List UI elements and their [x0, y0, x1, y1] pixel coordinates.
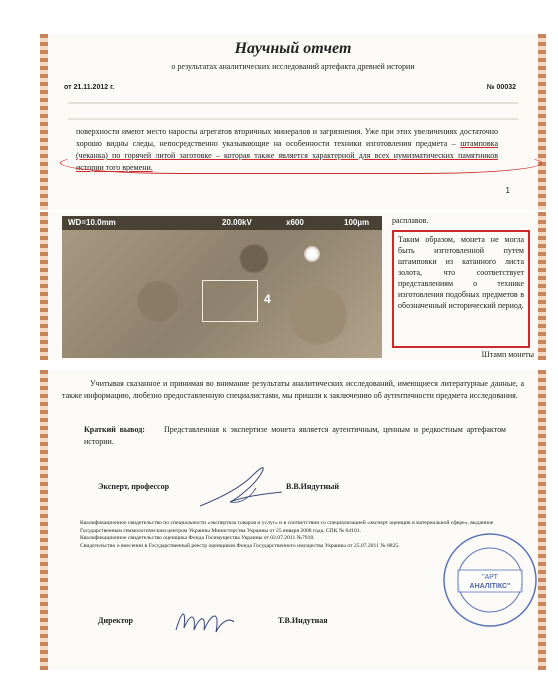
conclusion-fragment [40, 370, 546, 670]
side-text-highlighted: Таким образом, монета не могла быть изготовленной путем штамповки из катанного листа золота, что соответствует представлениям о технике изготовления подобных предметов в обозначенный исторический период. [392, 230, 530, 348]
decorative-border-left [40, 212, 48, 360]
faded-line [68, 102, 518, 104]
short-conclusion-text: Представленная к экспертизе монета является аутентичным, ценным и редкостным артефактом истории. [84, 425, 506, 446]
expert-signature [190, 458, 290, 514]
body-text-plain: поверхности имеют место наросты агрегатов вторичных минералов и загрязнения. Уже при этих увеличениях достаточно хорошо видны следы, непосредственно указывающие на особенности техники изготовления предмета – [76, 127, 498, 148]
micrograph-voltage: 20.00kV [222, 218, 252, 227]
sem-micrograph [62, 216, 382, 358]
director-signature [170, 602, 240, 636]
credential-line: Свидетельство о внесении в Государственный реестр оценщиков Фонда Государственного имущества Украины от 25.07.2011 № 8825. [80, 542, 400, 549]
body-text-highlight: штамповка (чеканка) по горячей литой заготовке – которая также является характерной для всех нумизматических памятников истории того времени. [76, 139, 498, 172]
micrograph-working-distance: WD=10.0mm [68, 218, 116, 227]
svg-text:"АРТ: "АРТ [482, 574, 498, 581]
report-subtitle: о результатах аналитических исследований артефакта древней истории [171, 62, 415, 71]
conclusion-paragraph: Учитывая сказанное и принимая во внимание результаты аналитических исследований, имеющиеся литературные данные, а также информацию, любезно предоставленную специалистами, мы пришли к заключению об аутентичности предмета исследования. [62, 379, 524, 400]
report-title: Научный отчет [234, 40, 352, 57]
micrograph-scale: 100µm [344, 218, 370, 227]
director-name: Т.В.Индутная [278, 616, 328, 625]
short-conclusion [84, 424, 506, 448]
company-stamp [440, 530, 540, 630]
faded-line [68, 118, 518, 120]
micrograph-selection-box [202, 280, 258, 322]
side-text-top: расплавов. [392, 216, 429, 225]
short-conclusion-label: Краткий вывод: [84, 425, 145, 434]
red-highlight-oval [60, 152, 542, 174]
decorative-border-right [538, 34, 546, 210]
decorative-border-left [40, 34, 48, 210]
report-number: № 00032 [486, 84, 516, 91]
micrograph-feature [304, 246, 320, 262]
micrograph-info-bar [62, 216, 382, 230]
decorative-border-right [538, 212, 546, 360]
report-header-fragment [40, 34, 546, 210]
micrograph-magnification: x600 [286, 218, 304, 227]
director-label: Директор [98, 616, 133, 625]
expert-label: Эксперт, профессор [98, 482, 170, 491]
expert-name: В.В.Индутный [286, 482, 339, 491]
report-date: от 21.11.2012 г. [64, 84, 115, 91]
micrograph-fragment [40, 212, 546, 360]
side-text-bottom: Штамп монеты [481, 350, 534, 359]
page-number: 1 [505, 186, 510, 195]
svg-text:АНАЛІТІКС": АНАЛІТІКС" [469, 583, 511, 590]
decorative-border-left [40, 370, 48, 670]
credential-line: Квалификационное свидетельство по специальности «экспертиза товаров и услуг» и в соответствии со специализацией «эксперт оценщик в материальной сфере», выданное Государственным геммологическим центром Украины Министерства Украины от 25 января 2008 года, СПК № 04101. [80, 520, 494, 534]
micrograph-marker: 4 [264, 292, 271, 306]
credential-line: Квалификационное свидетельство оценщика Фонда Госимущества Украины от 02.07.2011 №7918. [80, 535, 315, 542]
